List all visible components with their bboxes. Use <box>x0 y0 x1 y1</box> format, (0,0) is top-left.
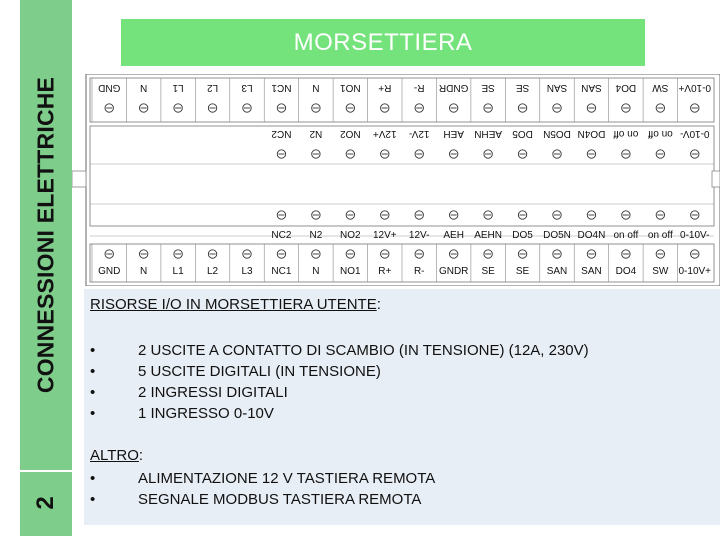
top-terminal-label: GNDR <box>438 82 469 93</box>
bottom-terminal-label: SW <box>652 266 669 277</box>
top-terminal-label: L1 <box>172 82 184 93</box>
top-terminal-label: NC1 <box>271 82 292 93</box>
lower-terminal-label: on off <box>647 230 673 241</box>
bottom-terminal-label: NC1 <box>271 266 292 277</box>
lower-terminal-label: N2 <box>309 230 323 241</box>
middle-terminal-label: AEHN <box>474 128 503 139</box>
bottom-terminal-label: N <box>140 266 148 277</box>
bottom-terminal-label: SAN <box>546 266 568 277</box>
bottom-terminal-label: SE <box>481 266 495 277</box>
middle-terminal-label: on off <box>647 128 673 139</box>
lower-terminal-label: on off <box>613 230 639 241</box>
bullet: • <box>90 342 96 359</box>
bottom-terminal-label: GND <box>98 266 121 277</box>
middle-terminal-label: NC2 <box>271 128 292 139</box>
middle-terminal-label: DO4N <box>577 128 606 139</box>
bottom-terminal-label: SE <box>515 266 530 277</box>
top-terminal-label: NO1 <box>340 82 361 93</box>
bottom-terminal-label: DO4 <box>615 266 637 277</box>
other-heading: ALTRO: <box>90 447 144 464</box>
top-terminal-label: SAN <box>581 82 602 93</box>
bottom-terminal-label: L2 <box>206 266 219 277</box>
lower-terminal-label: AEH <box>443 230 464 241</box>
bottom-terminal-label: 0-10V+ <box>678 266 712 277</box>
top-terminal-label: SAN <box>546 82 568 93</box>
middle-terminal-label: on off <box>613 128 639 139</box>
bullet: • <box>90 384 96 401</box>
section-title: CONNESSIONI ELETTRICHE <box>32 76 59 394</box>
middle-terminal-label: N2 <box>309 128 323 139</box>
top-terminal-label: R- <box>413 82 425 93</box>
top-terminal-label: SW <box>652 82 669 93</box>
middle-terminal-label: AEH <box>443 128 464 139</box>
middle-terminal-label: 0-10V- <box>680 128 710 139</box>
header-banner <box>121 19 645 66</box>
middle-terminal-label: DO5 <box>512 128 533 139</box>
lower-terminal-label: 12V+ <box>372 230 397 241</box>
lower-terminal-label: DO4N <box>577 230 606 241</box>
bottom-terminal-label: N <box>312 266 320 277</box>
top-terminal-label: GND <box>98 82 121 93</box>
lower-terminal-label: DO5N <box>543 230 571 241</box>
bullet: • <box>90 470 96 487</box>
middle-terminal-label: 12V- <box>408 128 430 139</box>
side-bar <box>0 0 78 540</box>
section-number: 2 <box>32 496 59 510</box>
bottom-terminal-label: R+ <box>378 266 392 277</box>
resources-heading: RISORSE I/O IN MORSETTIERA UTENTE: <box>90 296 381 313</box>
middle-terminal-label: DO5N <box>543 128 571 139</box>
top-terminal-label: DO4 <box>615 82 637 93</box>
middle-terminal-label: NO2 <box>340 128 361 139</box>
lower-terminal-label: NC2 <box>271 230 292 241</box>
middle-terminal-label: 12V+ <box>372 128 397 139</box>
top-terminal-label: SE <box>515 82 530 93</box>
bullet: • <box>90 363 96 380</box>
lower-terminal-label: NO2 <box>340 230 361 241</box>
bottom-terminal-label: L3 <box>241 266 253 277</box>
terminal-block-diagram <box>72 74 720 286</box>
page-title: MORSETTIERA <box>293 28 473 56</box>
top-terminal-label: L2 <box>206 82 219 93</box>
top-terminal-label: SE <box>481 82 495 93</box>
bottom-terminal-label: NO1 <box>340 266 361 277</box>
bullet: • <box>90 405 96 422</box>
top-terminal-label: L3 <box>241 82 253 93</box>
lower-terminal-label: 0-10V- <box>680 230 710 241</box>
bottom-terminal-label: SAN <box>581 266 602 277</box>
top-terminal-label: N <box>312 82 320 93</box>
lower-terminal-label: AEHN <box>474 230 503 241</box>
bullet: • <box>90 491 96 508</box>
bottom-terminal-label: R- <box>413 266 425 277</box>
top-terminal-label: 0-10V+ <box>678 82 712 93</box>
top-terminal-label: R+ <box>378 82 392 93</box>
top-terminal-label: N <box>140 82 148 93</box>
bottom-terminal-label: GNDR <box>438 266 469 277</box>
bottom-terminal-label: L1 <box>172 266 184 277</box>
lower-terminal-label: 12V- <box>408 230 430 241</box>
lower-terminal-label: DO5 <box>512 230 533 241</box>
